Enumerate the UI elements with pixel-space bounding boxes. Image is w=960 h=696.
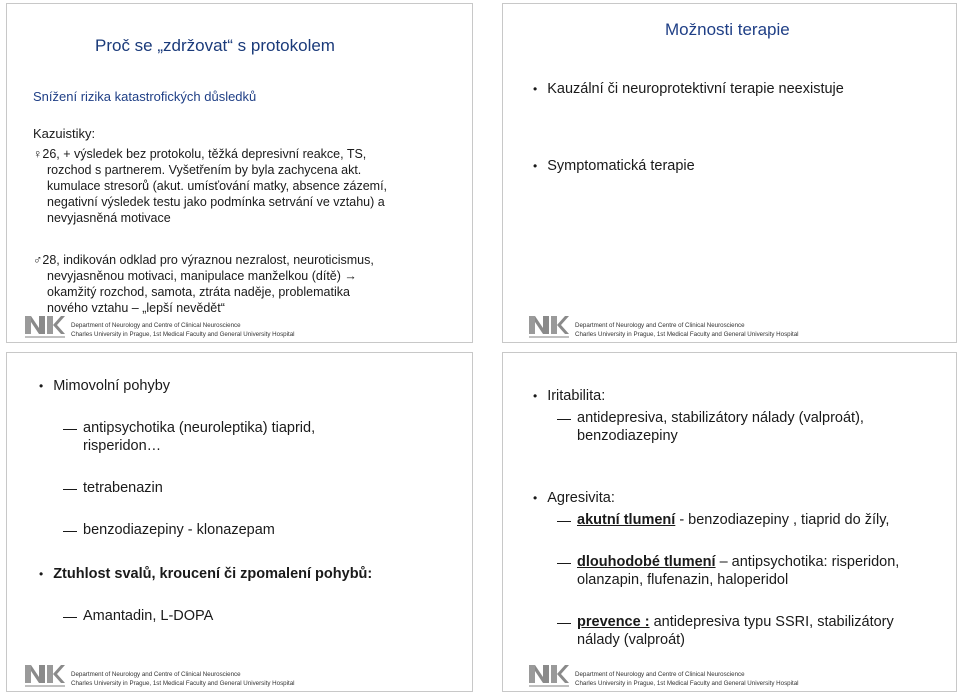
dash-icon	[557, 563, 571, 564]
footer-line2: Charles University in Prague, 1st Medical Faculty and General University Hospital	[575, 331, 799, 338]
item-long-term-sedation-cont: olanzapin, flufenazin, haloperidol	[577, 572, 789, 588]
bullet-irritability: • Iritabilita:	[533, 388, 606, 404]
bullet-dot-icon: •	[533, 491, 538, 505]
footer-line1: Department of Neurology and Centre of Clinical Neuroscience	[575, 671, 745, 678]
item-benzodiazepines: benzodiazepiny - klonazepam	[63, 521, 275, 539]
case1-line3: kumulace stresorů (akut. umísťování matky, absence zázemí,	[47, 179, 388, 193]
case1-line5: nevyjasněná motivace	[47, 211, 171, 225]
item-acute-sedation: akutní tlumení - benzodiazepiny , tiaprid do žíly,	[557, 511, 889, 529]
bullet-dot-icon: •	[533, 159, 538, 173]
case-heading: Kazuistiky:	[33, 126, 96, 141]
item-amantadine: Amantadin, L-DOPA	[63, 607, 213, 625]
bullet-dot-icon: •	[39, 379, 44, 393]
case1-line4: negativní výsledek testu jako podmínka setrvání ve vztahu) a	[47, 195, 385, 209]
dash-icon	[63, 617, 77, 618]
dash-icon	[63, 429, 77, 430]
footer-line2: Charles University in Prague, 1st Medical Faculty and General University Hospital	[71, 680, 295, 687]
item-antidepressants-cont: benzodiazepiny	[577, 428, 678, 444]
slide-protocol	[6, 3, 473, 343]
item-prevention: prevence : antidepresiva typu SSRI, stabilizátory	[557, 613, 894, 631]
item-tetrabenazine: tetrabenazin	[63, 479, 163, 497]
bullet-aggression: • Agresivita:	[533, 490, 615, 506]
bullet-dot-icon: •	[533, 82, 538, 96]
case2-line3: okamžitý rozchod, samota, ztráta naděje, problematika	[47, 285, 350, 299]
dash-icon	[557, 623, 571, 624]
bullet-involuntary-movements: • Mimovolní pohyby	[39, 378, 171, 394]
neurology-logo-icon	[527, 661, 571, 691]
neurology-logo-icon	[23, 661, 67, 691]
footer-line1: Department of Neurology and Centre of Clinical Neuroscience	[575, 322, 745, 329]
slide-title: Proč se „zdržovat“ s protokolem	[95, 36, 335, 55]
footer-line2: Charles University in Prague, 1st Medical Faculty and General University Hospital	[71, 331, 295, 338]
item-long-term-sedation: dlouhodobé tlumení – antipsychotika: risperidon,	[557, 553, 899, 571]
bullet-causal: • Kauzální či neuroprotektivní terapie neexistuje	[533, 81, 844, 97]
footer-line2: Charles University in Prague, 1st Medical Faculty and General University Hospital	[575, 680, 799, 687]
item-prevention-cont: nálady (valproát)	[577, 632, 685, 648]
bullet-stiffness: • Ztuhlost svalů, kroucení či zpomalení pohybů:	[39, 566, 373, 582]
item-antipsychotics-cont: risperidon…	[83, 438, 162, 454]
bullet-dot-icon: •	[533, 389, 538, 403]
slide-behavior-treatment	[502, 352, 957, 692]
dash-icon	[63, 489, 77, 490]
slide-subtitle: Snížení rizika katastrofických důsledků	[33, 89, 257, 104]
neurology-logo-icon	[23, 312, 67, 342]
case2-line1: ♂28, indikován odklad pro výraznou nezralost, neuroticismus,	[33, 253, 374, 267]
dash-icon	[557, 419, 571, 420]
case2-line2: nevyjasněnou motivaci, manipulace manželkou (dítě) →	[47, 269, 357, 283]
slide-therapy-options	[502, 3, 957, 343]
footer-line1: Department of Neurology and Centre of Clinical Neuroscience	[71, 671, 241, 678]
item-antidepressants: antidepresiva, stabilizátory nálady (valproát),	[557, 409, 864, 427]
bullet-dot-icon: •	[39, 567, 44, 581]
item-antipsychotics: antipsychotika (neuroleptika) tiaprid,	[63, 419, 315, 437]
bullet-symptomatic: • Symptomatická terapie	[533, 158, 695, 174]
case2-line4: nového vztahu – „lepší nevědět“	[47, 301, 225, 315]
footer-line1: Department of Neurology and Centre of Clinical Neuroscience	[71, 322, 241, 329]
neurology-logo-icon	[527, 312, 571, 342]
case1-line1: ♀26, + výsledek bez protokolu, těžká depresivní reakce, TS,	[33, 147, 367, 161]
slide-title: Možnosti terapie	[665, 20, 790, 39]
case1-line2: rozchod s partnerem. Vyšetřením by byla zachycena akt.	[47, 163, 362, 177]
dash-icon	[557, 521, 571, 522]
dash-icon	[63, 531, 77, 532]
slide-movement-treatment	[6, 352, 473, 692]
